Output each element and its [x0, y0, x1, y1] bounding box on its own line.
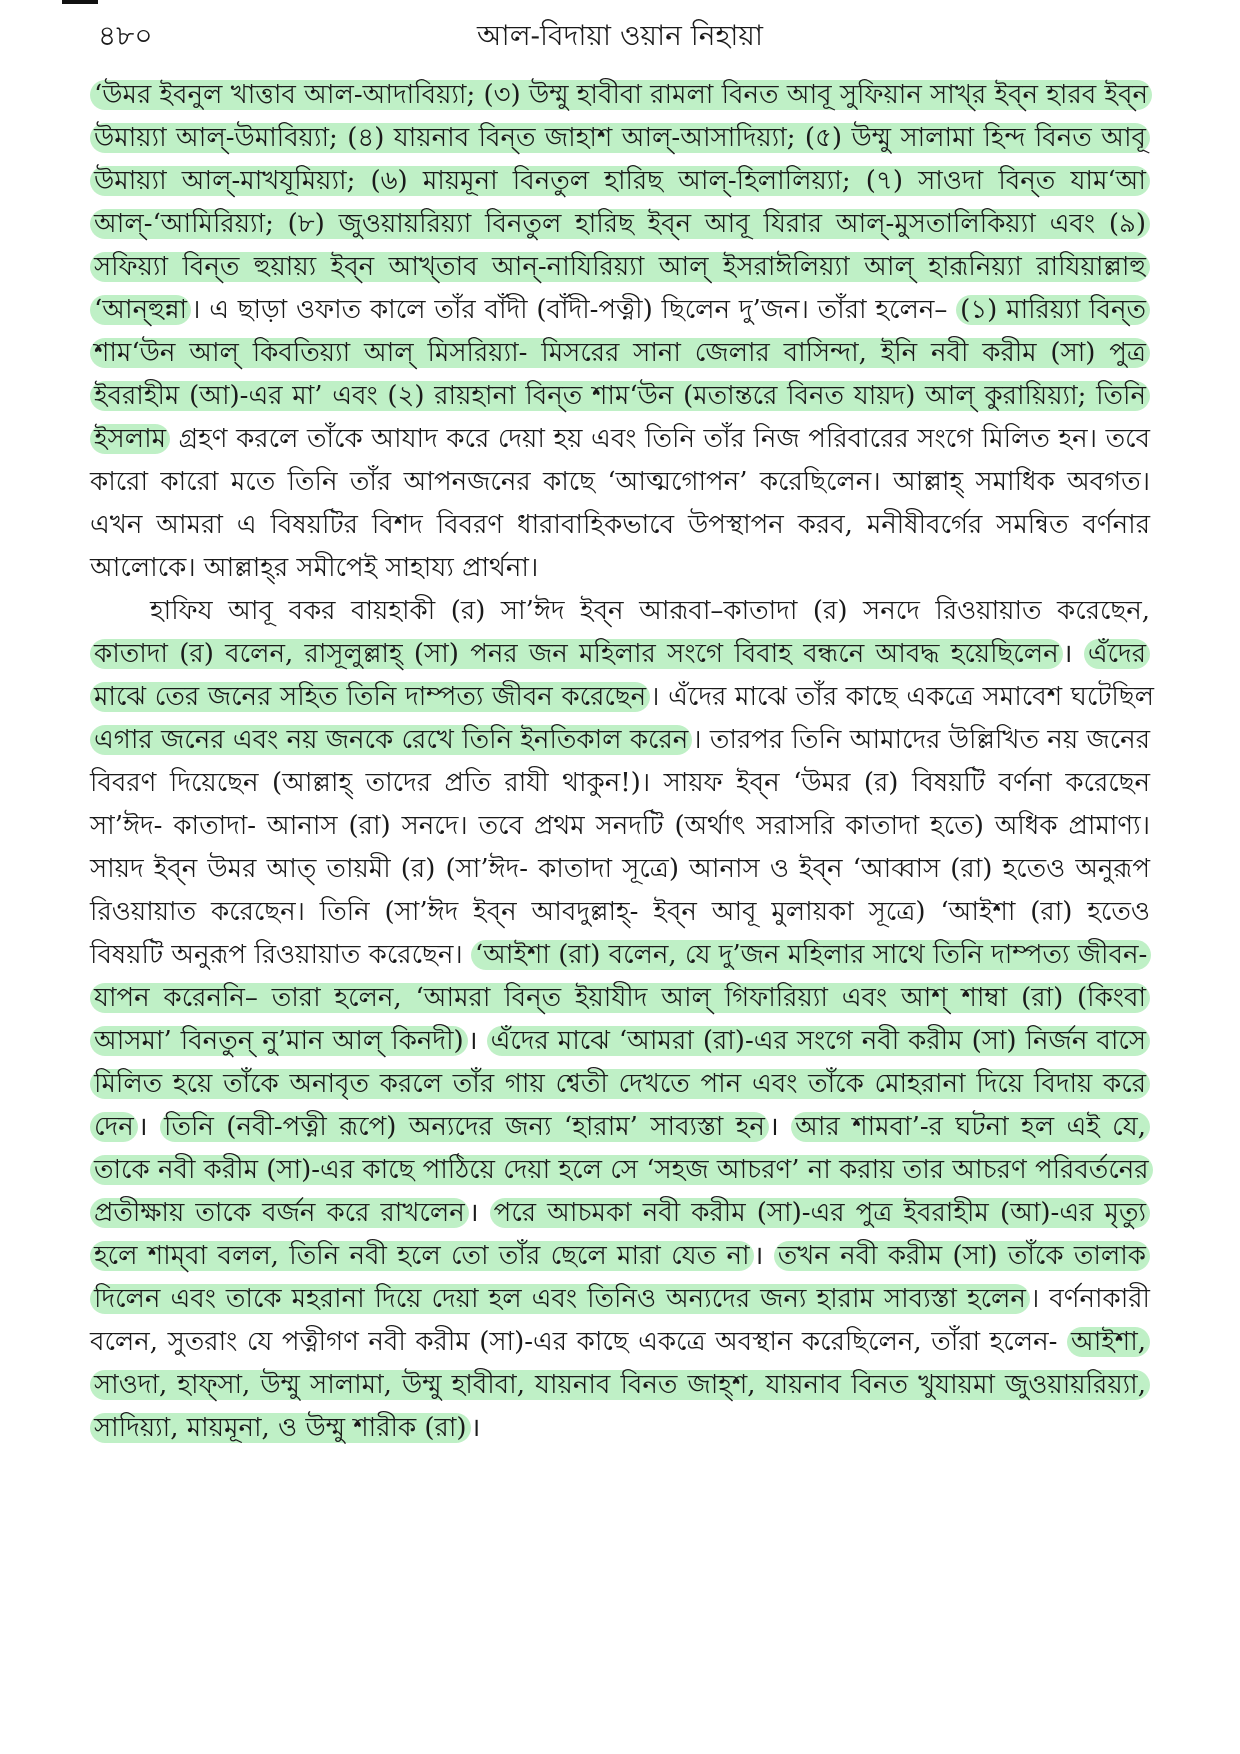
text-run: । — [137, 1112, 160, 1142]
text-run: । — [468, 1198, 490, 1228]
highlighted-text: এঁদের মাঝে তের জনের সহিত তিনি দাম্পত্য জীবন করেছেন — [90, 639, 1150, 712]
highlighted-text: ‘উমর ইবনুল খাত্তাব আল-আদাবিয়্যা; (৩) উম্মু হাবীবা রামলা বিনত আবূ সুফিয়ান সাখ্‌র ইব্‌ন হারব ইব্‌ন উমায়্যা আল্‌-উমাবিয়্যা; (৪) যায়নাব বিন্‌ত জাহাশ আল্‌-আসাদিয়্যা; (৫) উম্মু সালামা হিন্দ বিনত আবূ উমায়্যা আল্‌-মাখযূমিয়্যা; (৬) মায়মূনা বিনতুল হারিছ আল্‌-হিলালিয়্যা; (৭) সাওদা বিন্‌ত যাম‘আ আল্‌-‘আমিরিয়্যা; (৮) জুওয়ায়রিয়্যা বিনতুল হারিছ ইব্‌ন আবূ যিরার আল্‌-মুসতালিকিয়্যা এবং (৯) সফিয়্যা বিন্‌ত হুয়ায়্য ইব্‌ন আখ্‌তাব আন্‌-নাযিরিয়্যা আল্‌ ইসরাঈলিয়্যা আল্‌ হারূনিয়্যা রাযিয়াল্লাহু ‘আন্‌হুন্না — [90, 80, 1152, 325]
text-run: । — [768, 1112, 792, 1142]
highlighted-text: (১) মারিয়্যা বিন্‌ত শাম‘উন আল্‌ কিবতিয়্যা আল্‌ মিসরিয়্যা- মিসরের সানা জেলার বাসিন্দা, ইনি নবী করীম (সা) পুত্র ইবরাহীম (আ)-এর মা’ এবং (২) রায়হানা বিন্‌ত শাম‘উন (মতান্তরে বিনত যায়দ) আল্‌ কুরায়িয়্যা; তিনি ইসলাম — [90, 295, 1150, 454]
highlighted-text: তখন নবী করীম (সা) তাঁকে তালাক দিলেন এবং তাকে মহরানা দিয়ে দেয়া হল এবং তিনিও অন্যদের জন্য হারাম সাব্যস্তা হলেন — [90, 1241, 1150, 1314]
text-run: । এ ছাড়া ওফাত কালে তাঁর বাঁদী (বাঁদী-পত্নী) ছিলেন দু’জন। তাঁরা হলেন– — [191, 295, 957, 325]
page-header — [0, 8, 1240, 58]
text-run: । — [753, 1241, 774, 1271]
highlighted-text: ‘আইশা (রা) বলেন, যে দু’জন মহিলার সাথে তিনি দাম্পত্য জীবন-যাপন করেননি– তারা হলেন, ‘আমরা বিন্‌ত ইয়াযীদ আল্‌ গিফারিয়্যা এবং আশ্‌ শাম্বা (রা) (কিংবা আসমা’ বিনতুন্‌ নু’মান আল্‌ কিনদী) — [90, 940, 1151, 1056]
text-run: গ্রহণ করলে তাঁকে আযাদ করে দেয়া হয় এবং তিনি তাঁর নিজ পরিবারের সংগে মিলিত হন। তবে কারো কারো মতে তিনি তাঁর আপনজনের কাছে ‘আত্মগোপন’ করেছিলেন। আল্লাহ্‌ সমাধিক অবগত। এখন আমরা এ বিষয়টির বিশদ বিবরণ ধারাবাহিকভাবে উপস্থাপন করব, মনীষীবর্গের সমন্বিত বর্ণনার আলোকে। আল্লাহ্‌র সমীপেই সাহায্য প্রার্থনা। — [90, 424, 1150, 583]
highlighted-text: কাতাদা (র) বলেন, রাসূলুল্লাহ্‌ (সা) পনর জন মহিলার সংগে বিবাহ বন্ধনে আবদ্ধ হয়েছিলেন — [90, 639, 1063, 669]
highlighted-text: আইশা, সাওদা, হাফ্‌সা, উম্মু সালামা, উম্মু হাবীবা, যায়নাব বিনত জাহ্‌শ, যায়নাব বিনত খুযায়মা জুওয়ায়রিয়্যা, সাদিয়্যা, মায়মূনা, ও উম্মু শারীক (রা) — [90, 1327, 1150, 1443]
text-run: । তারপর তিনি আমাদের উল্লিখিত নয় জনের বিবরণ দিয়েছেন (আল্লাহ্‌ তাদের প্রতি রাযী থাকুন!)। সায়ফ ইব্‌ন ‘উমর (র) বিষয়টি বর্ণনা করেছেন সা’ঈদ- কাতাদা- আনাস (রা) সনদে। তবে প্রথম সনদটি (অর্থাৎ সরাসরি কাতাদা হতে) অধিক প্রামাণ্য। সায়দ ইব্‌ন উমর আত্‌ তায়মী (র) (সা’ঈদ- কাতাদা সূত্রে) আনাস ও ইব্‌ন ‘আব্বাস (রা) হতেও অনুরূপ রিওয়ায়াত করেছেন। তিনি (সা’ঈদ ইব্‌ন আবদুল্লাহ্‌- ইব্‌ন আবূ মুলায়কা সূত্রে) ‘আইশা (রা) হতেও বিষয়টি অনুরূপ রিওয়ায়াত করেছেন। — [90, 725, 1150, 970]
page-body — [90, 74, 1154, 1450]
text-run: । বর্ণনাকারী বলেন, সুতরাং যে পত্নীগণ নবী করীম (সা)-এর কাছে একত্রে অবস্থান করেছিলেন, তাঁরা হলেন- — [90, 1284, 1150, 1357]
page-corner-mark — [62, 0, 98, 4]
text-run: । — [1062, 639, 1084, 669]
running-title: আল-বিদায়া ওয়ান নিহায়া — [477, 19, 763, 52]
paragraph-2 — [90, 590, 1154, 1450]
highlighted-text: এগার জনের এবং নয় জনকে রেখে তিনি ইনতিকাল করেন — [90, 725, 692, 755]
text-run: । — [467, 1026, 487, 1056]
highlighted-text: তিনি (নবী-পত্নী রূপে) অন্যদের জন্য ‘হারাম’ সাব্যস্তা হন — [160, 1112, 769, 1142]
page-number: ৪৮০ — [98, 19, 153, 52]
paragraph-1 — [90, 74, 1150, 590]
text-run: হাফিয আবূ বকর বায়হাকী (র) সা’ঈদ ইব্‌ন আরূবা–কাতাদা (র) সনদে রিওয়ায়াত করেছেন, — [150, 596, 1150, 626]
text-run: । — [470, 1413, 481, 1443]
highlighted-text: আর শামবা’-র ঘটনা হল এই যে, তাকে নবী করীম (সা)-এর কাছে পাঠিয়ে দেয়া হলে সে ‘সহজ আচরণ’ না করায় তার আচরণ পরিবর্তনের প্রতীক্ষায় তাকে বর্জন করে রাখলেন — [90, 1112, 1153, 1228]
text-run: । এঁদের মাঝে তাঁর কাছে একত্রে সমাবেশ ঘটেছিল — [650, 682, 1154, 712]
highlighted-text: পরে আচমকা নবী করীম (সা)-এর পুত্র ইবরাহীম (আ)-এর মৃত্যু হলে শাম্‌বা বলল, তিনি নবী হলে তো তাঁর ছেলে মারা যেত না — [90, 1198, 1150, 1271]
highlighted-text: এঁদের মাঝে ‘আমরা (রা)-এর সংগে নবী করীম (সা) নির্জন বাসে মিলিত হয়ে তাঁকে অনাবৃত করলে তাঁর গায় শ্বেতী দেখতে পান এবং তাঁকে মোহরানা দিয়ে বিদায় করে দেন — [90, 1026, 1150, 1142]
